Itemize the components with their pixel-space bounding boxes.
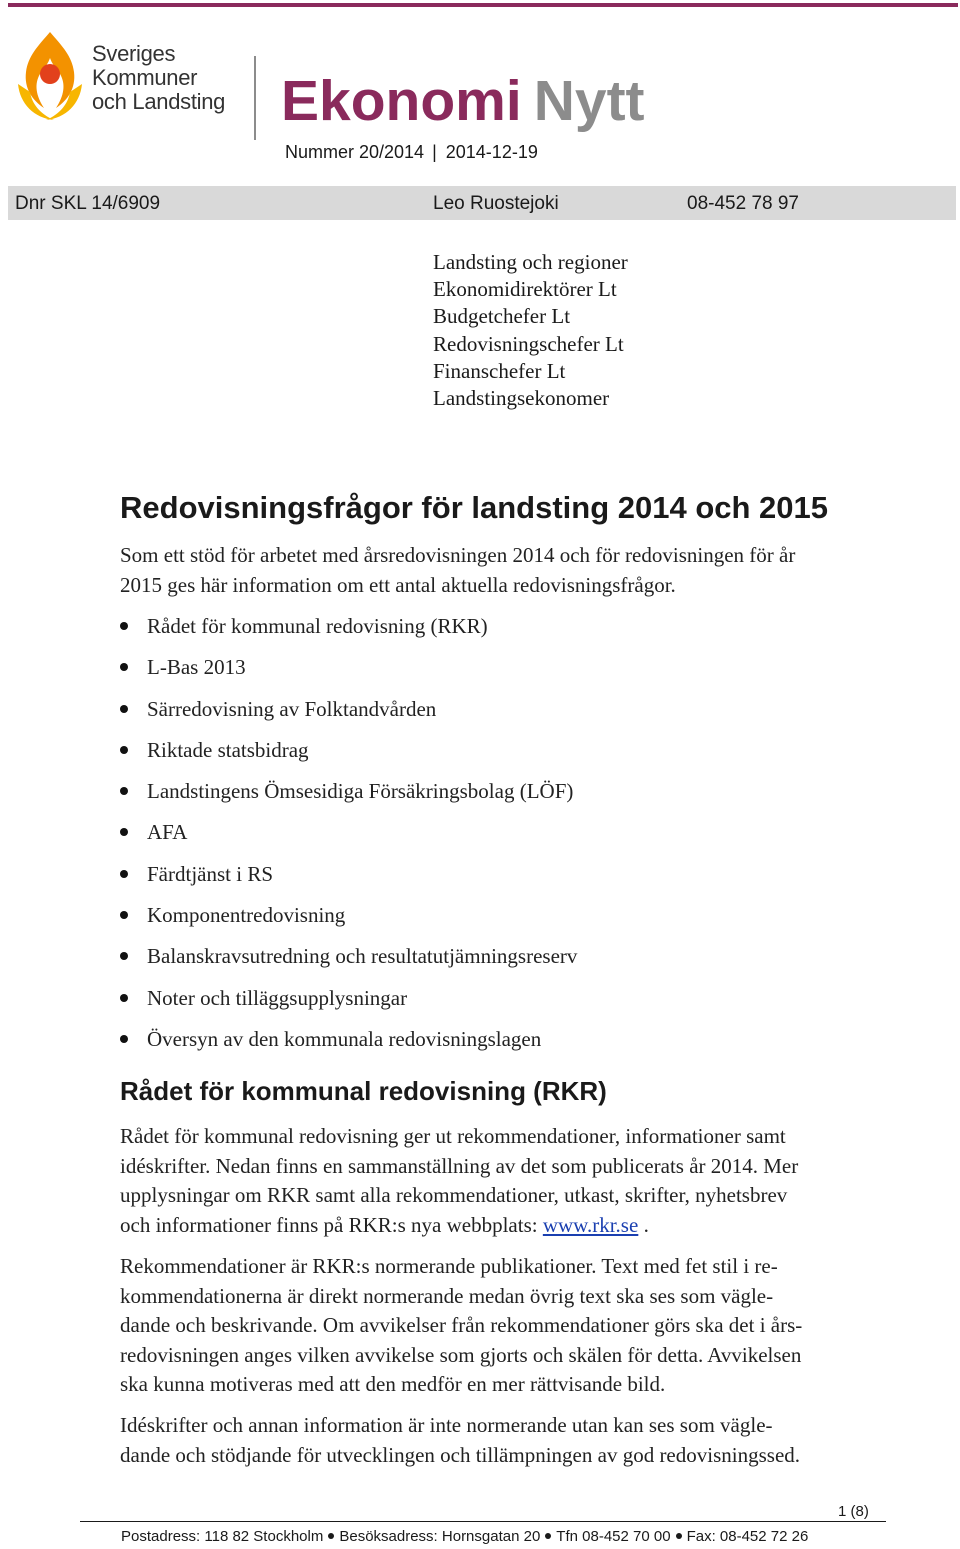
topic-label: Landstingens Ömsesidiga Försäkringsbolag (LÖF) [147,779,574,804]
paragraph-line: Rådet för kommunal redovisning ger ut rekommendationer, informationer samt [120,1124,786,1148]
paragraph-line: redovisningen anges vilken avvikelse som gjorts och skälen för detta. Avvikelsen [120,1342,802,1367]
meta-bar [8,186,956,220]
paragraph-line [120,1211,798,1241]
logo-line: Kommuner [92,65,198,90]
paragraph-line: idéskrifter. Nedan finns en sammanställning av det som publicerats år 2014. Mer [120,1153,799,1178]
footer-rule [80,1521,886,1522]
section-heading-rkr: Rådet för kommunal redovisning (RKR) [120,1076,607,1106]
bullet-icon [120,787,128,795]
bullet-icon [120,622,128,630]
list-item [117,692,577,733]
topic-label: Noter och tilläggsupplysningar [147,985,408,1010]
list-item [117,650,577,691]
top-rule [8,3,958,7]
logo-line: Sveriges [92,41,176,66]
topic-label: AFA [147,820,188,845]
footer-visiting-address: Besöksadress: Hornsgatan 20 [339,1528,541,1545]
contact-phone: 08-452 78 97 [687,193,799,214]
list-item [117,733,577,774]
topic-label: Balanskravsutredning och resultatutjämningsreserv [147,944,578,969]
paragraph-line: Idéskrifter och annan information är inte normerande utan kan ses som vägle- [120,1413,773,1437]
bullet-icon [120,705,128,713]
issue-separator: | [432,142,437,162]
list-item [117,898,577,939]
list-item [117,1022,577,1063]
skl-flame-logo-icon [10,28,90,128]
skl-logo [10,28,240,128]
recipients-list [433,249,628,412]
topic-label: Rådet för kommunal redovisning (RKR) [147,614,488,638]
list-item [117,939,577,980]
rkr-website-link[interactable]: www.rkr.se [542,1212,639,1237]
masthead-part-ekonomi: Ekonomi [281,69,522,133]
bullet-icon [120,828,128,836]
rkr-paragraph-3 [120,1411,800,1470]
paragraph-line: dande och stödjande för utvecklingen och tillämpningen av god redovisningssed. [120,1442,801,1467]
recipient: Landstingsekonomer [433,386,610,411]
paragraph-line: ska kunna motiveras med att den medför en mer rättvisande bild. [120,1372,666,1397]
paragraph-line: kommendationerna är direkt normerande medan övrig text ska ses som vägle- [120,1283,774,1308]
paragraph-line: Rekommendationer är RKR:s normerande publikationer. Text med fet stil i re- [120,1254,778,1278]
paragraph-line: dande och beskrivande. Om avvikelser från rekommendationer görs ska det i års- [120,1313,803,1338]
rkr-paragraph-1 [120,1122,798,1240]
contact-name: Leo Ruostejoki [433,193,559,214]
issue-line [285,141,538,163]
logo-wordmark [92,42,225,114]
topic-label: Färdtjänst i RS [147,861,274,886]
topic-label: Komponentredovisning [147,903,346,928]
topics-list [117,609,577,1063]
document-title: Redovisningsfrågor för landsting 2014 och 2015 [120,490,829,525]
rkr-paragraph-2 [120,1252,802,1400]
topic-label: Särredovisning av Folktandvården [147,696,437,721]
footer-postal-address: Postadress: 118 82 Stockholm [121,1528,324,1545]
bullet-icon [120,1035,128,1043]
recipient: Finanschefer Lt [433,358,566,383]
masthead-title [281,66,645,136]
link-suffix: . [638,1212,649,1237]
bullet-icon [545,1533,551,1539]
footer-contact [121,1528,808,1545]
list-item [117,981,577,1022]
logo-line: och Landsting [92,89,226,114]
recipient: Landsting och regioner [433,250,628,274]
header-divider [254,56,256,140]
recipient: Ekonomidirektörer Lt [433,277,617,302]
bullet-icon [120,663,128,671]
issue-date: 2014-12-19 [445,142,538,162]
list-item [117,857,577,898]
bullet-icon [120,870,128,878]
masthead-part-nytt: Nytt [533,69,645,133]
bullet-icon [120,911,128,919]
topic-label: Riktade statsbidrag [147,737,309,762]
bullet-icon [676,1533,682,1539]
recipient: Budgetchefer Lt [433,304,571,329]
bullet-icon [120,994,128,1002]
topic-label: L-Bas 2013 [147,655,246,680]
intro-paragraph [120,541,900,600]
intro-line: Som ett stöd för arbetet med årsredovisningen 2014 och för redovisningen för år [120,543,796,567]
page-number: 1 (8) [838,1503,869,1520]
recipient: Redovisningschefer Lt [433,331,624,356]
list-item [117,815,577,856]
dnr: Dnr SKL 14/6909 [15,193,161,214]
footer-fax: Fax: 08-452 72 26 [686,1528,809,1545]
bullet-icon [328,1533,334,1539]
link-prefix: och informationer finns på RKR:s nya webbplats: [120,1212,543,1237]
footer-phone: Tfn 08-452 70 00 [556,1528,671,1545]
paragraph-line: upplysningar om RKR samt alla rekommendationer, utkast, skrifter, nyhetsbrev [120,1183,788,1208]
topic-label: Översyn av den kommunala redovisningslagen [147,1026,542,1051]
intro-line: 2015 ges här information om ett antal aktuella redovisningsfrågor. [120,572,676,597]
bullet-icon [120,952,128,960]
list-item [117,609,577,650]
issue-number: Nummer 20/2014 [285,142,425,162]
list-item [117,774,577,815]
bullet-icon [120,746,128,754]
